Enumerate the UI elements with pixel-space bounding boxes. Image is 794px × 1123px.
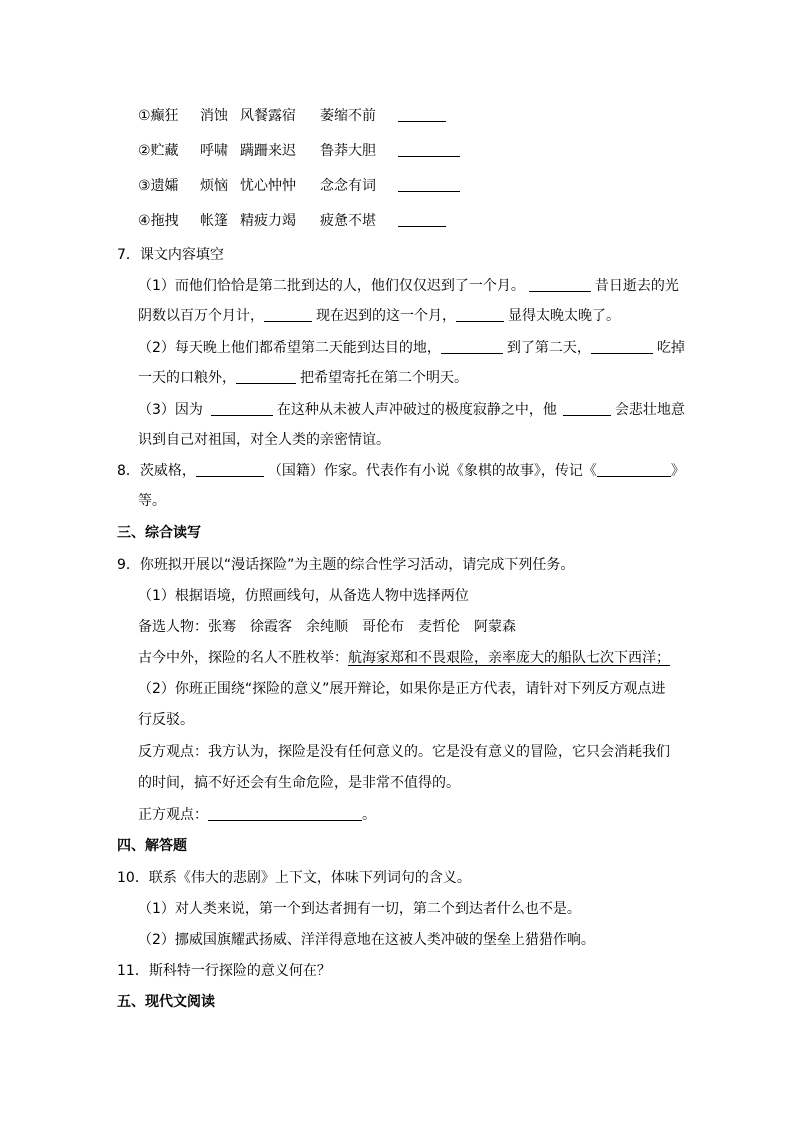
word-group-item: 帐篷 [200, 213, 228, 229]
section-heading-5: 五、现代文阅读 [117, 994, 215, 1010]
answer-blank[interactable] [264, 307, 312, 322]
word-group-item: 烦恼 [200, 178, 228, 194]
candidate-name: 徐霞客 [250, 619, 292, 635]
answer-blank[interactable] [398, 177, 460, 192]
answer-blank[interactable] [597, 462, 671, 477]
candidate-name: 哥伦布 [362, 619, 404, 635]
question-8-line2: 等。 [138, 493, 166, 509]
q7-part2-line2: 一天的口粮外， 把希望寄托在第二个明天。 [138, 370, 468, 386]
word-group-item: ③遗孀 [138, 178, 179, 194]
answer-blank[interactable] [591, 339, 653, 354]
question-9-stem: 9．你班拟开展以“漫话探险”为主题的综合性学习活动，请完成下列任务。 [117, 557, 575, 573]
answer-blank[interactable] [398, 107, 446, 122]
q9-con-view-line1: 反方观点：我方认为，探险是没有任何意义的。它是没有意义的冒险，它只会消耗我们 [138, 744, 670, 760]
word-group-item: ①癫狂 [138, 108, 179, 124]
word-group-row-1 [138, 106, 446, 126]
word-group-item: 蹒跚来迟 [240, 143, 296, 159]
word-group-item: 萎缩不前 [320, 108, 376, 124]
answer-blank[interactable] [208, 806, 362, 821]
answer-blank[interactable] [441, 339, 503, 354]
word-group-row-4 [138, 211, 446, 231]
word-group-item: 呼啸 [200, 143, 228, 159]
word-group-item: 鲁莽大胆 [320, 143, 376, 159]
word-group-row-3 [138, 176, 460, 196]
question-8-line1: 8．茨威格， （国籍）作家。代表作有小说《象棋的故事》，传记《 》 [117, 463, 685, 479]
q7-part1-line2: 阴数以百万个月计， 现在迟到的这一个月， 显得太晚太晚了。 [138, 308, 620, 324]
q7-part3-line2: 识到自己对祖国，对全人类的亲密情谊。 [138, 432, 390, 448]
word-group-item: 消蚀 [200, 108, 228, 124]
question-7-stem: 7．课文内容填空 [117, 247, 224, 263]
answer-blank[interactable] [196, 462, 264, 477]
answer-blank[interactable] [211, 401, 273, 416]
question-11: 11．斯科特一行探险的意义何在？ [117, 963, 331, 979]
word-group-item: ④拖拽 [138, 213, 179, 229]
section-heading-4: 四、解答题 [117, 838, 187, 854]
word-group-row-2 [138, 141, 460, 161]
question-10-stem: 10．联系《伟大的悲剧》上下文，体味下列词句的含义。 [117, 870, 471, 886]
candidate-name: 张骞 [208, 619, 236, 635]
answer-blank[interactable] [456, 307, 504, 322]
q7-part2-line1: （2）每天晚上他们都希望第二天能到达目的地， 到了第二天， 吃掉 [138, 340, 685, 356]
answer-blank[interactable] [398, 212, 446, 227]
answer-blank[interactable] [398, 142, 460, 157]
candidate-name: 阿蒙森 [474, 619, 516, 635]
q10-item-2: （2）挪威国旗耀武扬威、洋洋得意地在这被人类冲破的堡垒上猎猎作响。 [138, 932, 595, 948]
section-heading-3: 三、综合读写 [117, 525, 201, 541]
q10-item-1: （1）对人类来说，第一个到达者拥有一切，第二个到达者什么也不是。 [138, 901, 581, 917]
q9-con-view-line2: 的时间，搞不好还会有生命危险，是非常不值得的。 [138, 775, 460, 791]
word-group-item: ②贮藏 [138, 143, 179, 159]
answer-blank[interactable] [236, 369, 296, 384]
candidate-name: 麦哲伦 [418, 619, 460, 635]
word-group-item: 念念有词 [320, 178, 376, 194]
answer-blank[interactable] [563, 401, 611, 416]
candidate-name: 余纯顺 [306, 619, 348, 635]
q9-task1: （1）根据语境，仿照画线句，从备选人物中选择两位 [138, 588, 469, 604]
q7-part1-line1: （1）而他们恰恰是第二批到达的人，他们仅仅迟到了一个月。 昔日逝去的光 [138, 278, 679, 294]
q9-candidates: 备选人物：张骞 徐霞客 余纯顺 哥伦布 麦哲伦 阿蒙森 [138, 619, 516, 635]
answer-blank[interactable] [529, 277, 591, 292]
word-group-item: 忧心忡忡 [240, 178, 296, 194]
q9-task2-line2: 行反驳。 [138, 712, 194, 728]
q9-task2-line1: （2）你班正围绕“探险的意义”展开辩论，如果你是正方代表，请针对下列反方观点进 [138, 681, 666, 697]
word-group-item: 疲惫不堪 [320, 213, 376, 229]
word-group-item: 风餐露宿 [240, 108, 296, 124]
underlined-example: 航海家郑和不畏艰险，亲率庞大的船队七次下西洋； [348, 650, 670, 666]
q7-part3-line1: （3）因为 在这种从未被人声冲破过的极度寂静之中，他 会悲壮地意 [138, 402, 685, 418]
q9-pro-view: 正方观点： 。 [138, 807, 376, 823]
q9-example-sentence: 古今中外，探险的名人不胜枚举：航海家郑和不畏艰险，亲率庞大的船队七次下西洋； [138, 650, 670, 666]
word-group-item: 精疲力竭 [240, 213, 296, 229]
